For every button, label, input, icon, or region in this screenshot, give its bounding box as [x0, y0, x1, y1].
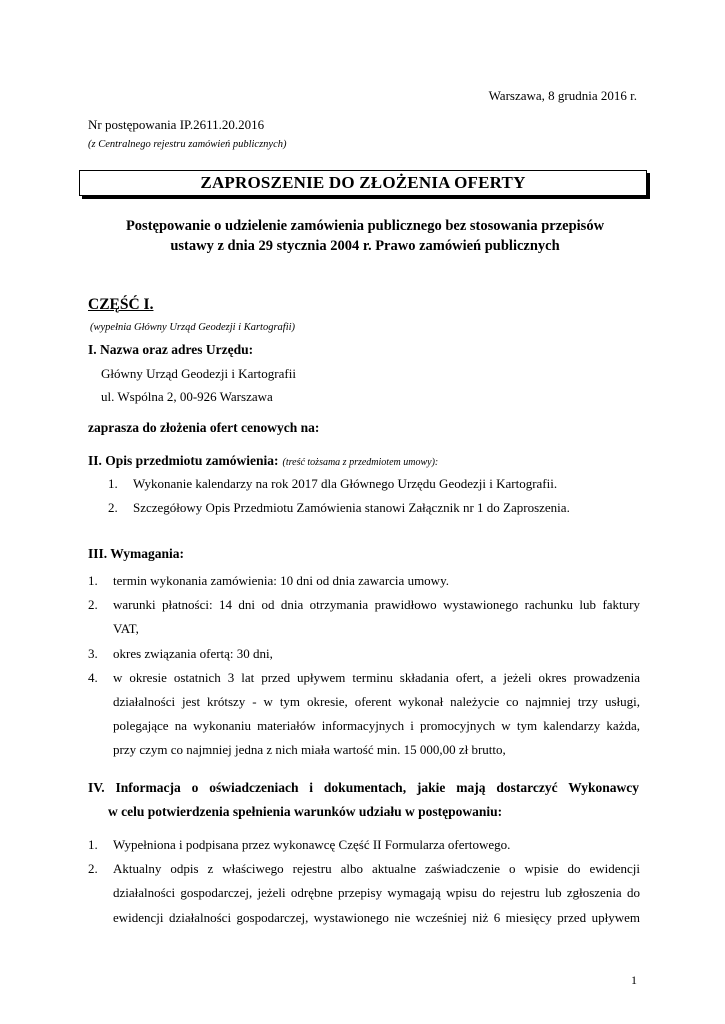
invitation-line: zaprasza do złożenia ofert cenowych na: — [88, 420, 320, 435]
section-3-heading: III. Wymagania: — [88, 546, 185, 561]
list-item-text — [113, 593, 640, 641]
part-heading: CZĘŚĆ I. — [88, 296, 154, 313]
section-2-heading: II. Opis przedmiotu zamówienia: — [88, 453, 279, 468]
text-line: Aktualny odpis z właściwego rejestru albo aktualne zaświadczenie o wpisie do ewidencji — [113, 861, 640, 877]
document-title: ZAPROSZENIE DO ZŁOŻENIA OFERTY — [200, 173, 526, 192]
section-2-note: (treść tożsama z przedmiotem umowy): — [282, 457, 439, 468]
section-4-heading — [88, 776, 639, 824]
part-note: (wypełnia Główny Urząd Geodezji i Kartografii) — [90, 322, 296, 333]
section-4-list — [88, 833, 640, 930]
list-item — [88, 593, 640, 641]
list-item-number: 1. — [108, 476, 118, 491]
list-item — [88, 642, 640, 666]
page-number: 1 — [631, 973, 637, 987]
case-source-note: (z Centralnego rejestru zamówień publicznych) — [88, 139, 287, 150]
case-number: Nr postępowania IP.2611.20.2016 — [88, 117, 265, 132]
text-line: przy czym co najmniej jedna z nich miała wartość min. 15 000,00 zł brutto, — [113, 742, 506, 758]
list-item — [108, 496, 638, 520]
text-line: ewidencji działalności gospodarczej, wystawionego nie wcześniej niż 6 miesięcy przed upływem — [113, 909, 640, 925]
document-title-box — [79, 170, 647, 196]
list-item — [88, 569, 640, 593]
list-item-text: termin wykonania zamówienia: 10 dni od dnia zawarcia umowy. — [113, 573, 449, 588]
list-item-text: okres związania ofertą: 30 dni, — [113, 645, 273, 661]
list-item-number: 4. — [88, 669, 98, 685]
text-line: VAT, — [113, 621, 139, 637]
list-item-text: Wykonanie kalendarzy na rok 2017 dla Głównego Urzędu Geodezji i Kartografii. — [133, 476, 558, 491]
section-2-list — [108, 472, 638, 520]
text-line: działalności jest krótszy - w tym okresie, oferent wykonał należycie co najmniej trzy usługi, — [113, 694, 640, 710]
section-2-heading-row — [88, 452, 438, 470]
list-item-number: 2. — [108, 500, 118, 516]
list-item — [108, 472, 638, 496]
list-item — [88, 857, 640, 930]
text-line: polegające na wykonaniu materiałów informacyjnych i promocyjnych w tym kalendarzy każda, — [113, 718, 640, 734]
section-4-heading-line-1: IV. Informacja o oświadczeniach i dokumentach, jakie mają dostarczyć Wykonawcy — [88, 780, 639, 795]
subtitle-line-2: ustawy z dnia 29 stycznia 2004 r. Prawo zamówień publicznych — [170, 238, 560, 254]
document-date: Warszawa, 8 grudnia 2016 r. — [488, 88, 637, 103]
list-item-text — [113, 666, 640, 763]
office-address: ul. Wspólna 2, 00-926 Warszawa — [101, 389, 273, 404]
list-item — [88, 833, 640, 857]
list-item-number: 3. — [88, 645, 98, 661]
list-item-number: 1. — [88, 573, 98, 588]
list-item-text — [113, 857, 640, 930]
section-1-heading: I. Nazwa oraz adres Urzędu: — [88, 342, 254, 357]
text-line: działalności gospodarczej, jeżeli odrębne przepisy wymagają wpisu do rejestru lub zgłoszenia do — [113, 885, 640, 901]
text-line: w okresie ostatnich 3 lat przed upływem terminu składania ofert, a jeżeli okres prowadzenia — [113, 669, 640, 685]
list-item — [88, 666, 640, 763]
section-4-heading-line-2: w celu potwierdzenia spełnienia warunków udziału w postępowaniu: — [108, 804, 503, 819]
list-item-number: 2. — [88, 597, 98, 613]
text-line: warunki płatności: 14 dni od dnia otrzymania prawidłowo wystawionego rachunku lub faktury — [113, 597, 640, 613]
procedure-subtitle — [80, 216, 650, 256]
list-item-number: 1. — [88, 837, 98, 852]
list-item-text: Wypełniona i podpisana przez wykonawcę Część II Formularza ofertowego. — [113, 837, 511, 852]
section-3-list — [88, 569, 640, 763]
subtitle-line-1: Postępowanie o udzielenie zamówienia publicznego bez stosowania przepisów — [125, 218, 605, 234]
office-name: Główny Urząd Geodezji i Kartografii — [101, 366, 296, 381]
list-item-number: 2. — [88, 861, 98, 877]
list-item-text: Szczegółowy Opis Przedmiotu Zamówienia stanowi Załącznik nr 1 do Zaproszenia. — [133, 500, 570, 516]
